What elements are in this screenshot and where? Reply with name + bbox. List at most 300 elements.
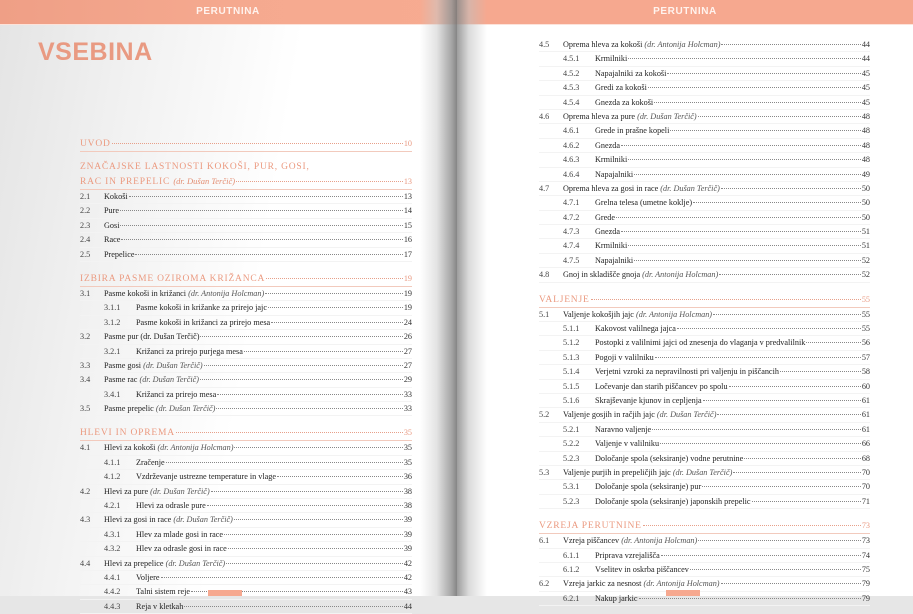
- toc-leader-dots: [200, 371, 403, 380]
- toc-entry-number: 4.7: [539, 183, 550, 193]
- toc-leader-dots: [729, 378, 861, 387]
- toc-author: (dr. Antonija Holcman): [642, 270, 719, 280]
- toc-leader-dots: [721, 575, 861, 584]
- toc-page-number: 73: [861, 521, 870, 531]
- toc-leader-dots: [655, 349, 861, 358]
- toc-entry-title: Vzdrževanje ustrezne temperature in vlage: [136, 472, 277, 482]
- toc-entry-title: Ločevanje dan starih piščancev po spolu: [595, 381, 728, 391]
- toc-page-number: 13: [403, 192, 412, 201]
- toc-leader-dots: [120, 217, 402, 226]
- toc-entry-number: 4.4.1: [104, 572, 121, 582]
- toc-entry-title: Pasme prepelic (dr. Dušan Terčič): [104, 404, 216, 414]
- toc-entry-number: 3.3: [80, 360, 91, 370]
- toc-leader-dots: [721, 180, 861, 189]
- toc-entry-number: 4.8: [539, 270, 550, 280]
- toc-leader-dots: [135, 246, 402, 255]
- toc-page-number: 58: [861, 367, 870, 377]
- toc-entry-title: Krmilniki: [595, 155, 628, 165]
- toc-leader-dots: [112, 135, 403, 144]
- toc-entry-title: Grede: [595, 212, 616, 222]
- toc-leader-dots: [652, 421, 861, 430]
- toc-chapter-title-line1: ZNAČAJSKE LASTNOSTI KOKOŠI, PUR, GOSI,: [80, 162, 310, 172]
- toc-leader-dots: [265, 285, 403, 294]
- right-page: [457, 0, 913, 603]
- toc-entry-number: 4.3.2: [104, 544, 121, 554]
- toc-entry-title: Valjenje purjih in prepeličjih jajc (dr. Dušan Terčič): [563, 467, 733, 477]
- toc-page-number: 42: [403, 558, 412, 568]
- toc-page-number: 35: [403, 457, 412, 467]
- toc-entry-number: 5.3.1: [563, 482, 580, 492]
- toc-entry-number: 6.1.2: [563, 564, 580, 574]
- toc-entry-title: Hlevi za pure (dr. Dušan Terčič): [104, 486, 210, 496]
- toc-leader-dots: [234, 439, 402, 448]
- toc-page-number: 55: [861, 294, 870, 304]
- toc-chapter-entry[interactable]: [80, 137, 412, 152]
- toc-page-number: 26: [403, 332, 412, 342]
- toc-leader-dots: [266, 270, 403, 279]
- toc-entry-title: Prepelice: [104, 249, 135, 259]
- toc-leader-dots: [204, 357, 403, 366]
- toc-entry-number: 3.5: [80, 404, 91, 414]
- toc-entry-number: 2.2: [80, 206, 91, 216]
- toc-entry-number: 4.5.1: [563, 54, 580, 64]
- toc-page-number: 70: [861, 467, 870, 477]
- toc-entry-title: Voljere: [136, 572, 160, 582]
- toc-entry-title: Krmilniki: [595, 241, 628, 251]
- toc-entry-number: 4.4.2: [104, 587, 121, 597]
- toc-entry-title: Kakovost valilnega jajca: [595, 324, 676, 334]
- toc-entry-title: Vselitev in oskrba piščancev: [595, 564, 689, 574]
- toc-entry-title: Napajalniki: [595, 255, 634, 265]
- toc-page-number: 66: [861, 439, 870, 449]
- toc-leader-dots: [224, 526, 403, 535]
- toc-page-number: 48: [861, 111, 870, 121]
- toc-entry-title: Naravno valjenje: [595, 424, 652, 434]
- toc-page-number: 33: [403, 389, 412, 399]
- toc-entry-number: 5.3: [539, 467, 550, 477]
- toc-entry-number: 2.5: [80, 249, 91, 259]
- toc-author: (dr. Antonija Holcman): [643, 579, 720, 589]
- toc-entry-title: Priprava vzrejališča: [595, 550, 660, 560]
- toc-leader-dots: [628, 50, 861, 59]
- toc-leader-dots: [744, 450, 861, 459]
- toc-page-number: 10: [403, 139, 412, 148]
- toc-author: (dr. Antonija Holcman): [636, 309, 713, 319]
- toc-entry-number: 3.1.1: [104, 303, 121, 313]
- toc-leader-dots: [670, 122, 860, 131]
- toc-entry-title: Hlevi za kokoši (dr. Antonija Holcman): [104, 443, 234, 453]
- toc-entry-number: 6.1.1: [563, 550, 580, 560]
- toc-author: (dr. Antonija Holcman): [188, 288, 265, 298]
- toc-entry-number: 4.5.2: [563, 68, 580, 78]
- toc-page-number: 60: [861, 381, 870, 391]
- toc-page-number: 38: [403, 501, 412, 511]
- toc-entry-number: 5.1.6: [563, 395, 580, 405]
- toc-entry-title: Postopki z valilnimi jajci od znesenja do vlaganja v predvalilnik: [595, 338, 806, 348]
- toc-leader-dots: [217, 386, 403, 395]
- toc-leader-dots: [733, 464, 860, 473]
- toc-entry-number: 2.3: [80, 220, 91, 230]
- toc-leader-dots: [693, 194, 861, 203]
- toc-entry-title: Hlev za odrasle gosi in race: [136, 544, 227, 554]
- toc-chapter-title: RAC IN PREPELIC (dr. Dušan Terčič): [80, 176, 236, 187]
- toc-page-number: 57: [861, 352, 870, 362]
- toc-page-number: 19: [403, 303, 412, 313]
- toc-entry-title: Valjenje kokošjih jajc (dr. Antonija Holcman): [563, 309, 713, 319]
- toc-entry-title: Gnezda: [595, 140, 621, 150]
- toc-entry-title: Grede in prašne kopeli: [595, 126, 670, 136]
- toc-page-number: 17: [403, 249, 412, 259]
- toc-leader-dots: [166, 454, 403, 463]
- toc-leader-dots: [268, 299, 403, 308]
- toc-entry-title: Oprema hleva za kokoši (dr. Antonija Holcman): [563, 40, 721, 49]
- toc-entry-title: Valjenje gosjih in račjih jajc (dr. Dušan Terčič): [563, 410, 717, 420]
- toc-author: (dr. Dušan Terčič): [143, 360, 203, 370]
- toc-leader-dots: [226, 555, 403, 564]
- toc-entry-title: Hlevi za gosi in race (dr. Dušan Terčič): [104, 515, 233, 525]
- toc-page-number: 49: [861, 169, 870, 179]
- toc-section-entry[interactable]: [80, 248, 412, 262]
- toc-page-number: 61: [861, 410, 870, 420]
- toc-entry-number: 4.6.4: [563, 169, 580, 179]
- toc-entry-title: Pasme kokoši in križanci (dr. Antonija Holcman): [104, 288, 265, 298]
- toc-chapter-entry[interactable]: [80, 162, 412, 190]
- toc-author: (dr. Dušan Terčič): [173, 515, 233, 525]
- toc-chapter-title: IZBIRA PASME OZIROMA KRIŽANCA: [80, 273, 266, 284]
- toc-leader-dots: [120, 202, 403, 211]
- toc-page-number: 44: [861, 40, 870, 49]
- toc-entry-title: Določanje spola (seksiranje) pur: [595, 482, 702, 492]
- toc-entry-number: 3.1.2: [104, 317, 121, 327]
- toc-leader-dots: [643, 517, 861, 526]
- toc-entry-number: 4.5: [539, 40, 550, 49]
- toc-page-number: 51: [861, 227, 870, 237]
- toc-leader-dots: [628, 237, 861, 246]
- toc-entry-number: 5.1.2: [563, 338, 580, 348]
- toc-page-number: 48: [861, 126, 870, 136]
- toc-leader-dots: [244, 343, 403, 352]
- toc-entry-number: 5.2.1: [563, 424, 580, 434]
- toc-leader-dots: [628, 151, 861, 160]
- toc-entry-number: 4.1: [80, 443, 91, 453]
- toc-entry-number: 4.6: [539, 111, 550, 121]
- toc-entry-title: Valjenje v valilniku: [595, 439, 660, 449]
- left-toc: [80, 127, 412, 614]
- toc-entry-number: 3.4: [80, 375, 91, 385]
- toc-page-number: 16: [403, 235, 412, 245]
- toc-section-entry[interactable]: [80, 402, 412, 416]
- toc-page-number: 73: [861, 536, 870, 546]
- toc-entry-title: Napajalniki: [595, 169, 634, 179]
- toc-entry-number: 4.7.4: [563, 241, 580, 251]
- toc-entry-title: Pogoji v valilniku: [595, 352, 654, 362]
- toc-entry-number: 4.5.4: [563, 97, 580, 107]
- toc-page-number: 35: [403, 428, 412, 438]
- toc-leader-dots: [713, 306, 861, 315]
- toc-leader-dots: [161, 569, 403, 578]
- toc-entry-number: 4.7.2: [563, 212, 580, 222]
- toc-page-number: 45: [861, 68, 870, 78]
- toc-entry-number: 2.4: [80, 235, 91, 245]
- toc-leader-dots: [721, 36, 860, 45]
- toc-entry-number: 5.2.2: [563, 439, 580, 449]
- toc-entry-number: 3.2.1: [104, 346, 121, 356]
- toc-entry-title: Krmilniki: [595, 54, 628, 64]
- toc-author: (dr. Antonija Holcman): [157, 443, 234, 453]
- toc-leader-dots: [654, 94, 861, 103]
- left-header-title: PERUTNINA: [196, 6, 260, 17]
- toc-leader-dots: [621, 223, 861, 232]
- toc-entry-title: Kokoši: [104, 192, 128, 201]
- toc-entry-number: 4.4: [80, 558, 91, 568]
- toc-author: (dr. Antonija Holcman): [621, 536, 698, 546]
- toc-page-number: 79: [861, 593, 870, 603]
- toc-page-number: 70: [861, 482, 870, 492]
- toc-entry-title: Vzreja piščancev (dr. Antonija Holcman): [563, 536, 698, 546]
- toc-entry-number: 4.3.1: [104, 529, 121, 539]
- toc-page-number: 19: [403, 288, 412, 298]
- toc-leader-dots: [200, 328, 402, 337]
- toc-leader-dots: [228, 540, 403, 549]
- toc-leader-dots: [702, 478, 861, 487]
- toc-entry-number: 4.7.1: [563, 198, 580, 208]
- left-page: [0, 0, 457, 611]
- toc-entry-number: 4.7.5: [563, 255, 580, 265]
- right-toc: [539, 38, 870, 606]
- toc-entry-title: Hlevi za odrasle pure: [136, 501, 206, 511]
- toc-leader-dots: [634, 252, 861, 261]
- toc-page-number: 36: [403, 472, 412, 482]
- toc-page-number: 35: [403, 443, 412, 453]
- toc-entry-title: Križanci za prirejo purjega mesa: [136, 346, 243, 356]
- toc-entry-title: Grelna telesa (umetne koklje): [595, 198, 693, 208]
- toc-entry-number: 4.6.2: [563, 140, 580, 150]
- toc-leader-dots: [703, 392, 861, 401]
- toc-page-number: 43: [403, 587, 412, 597]
- toc-entry-number: 5.1.4: [563, 367, 580, 377]
- toc-leader-dots: [277, 468, 403, 477]
- toc-entry-number: 4.6.3: [563, 155, 580, 165]
- toc-entry-number: 4.1.1: [104, 457, 121, 467]
- toc-entry-title: Pasme kokoši in križanke za prirejo jajc: [136, 303, 267, 313]
- toc-entry-title: Gosi: [104, 220, 120, 230]
- toc-entry-title: Pasme pur (dr. Dušan Terčič): [104, 332, 200, 342]
- toc-leader-dots: [806, 334, 860, 343]
- toc-entry-number: 4.2.1: [104, 501, 121, 511]
- toc-page-number: 48: [861, 155, 870, 165]
- toc-entry-title: Hlev za mlade gosi in race: [136, 529, 224, 539]
- toc-entry-number: 5.2.3: [563, 453, 580, 463]
- toc-entry-title: Pure: [104, 206, 120, 216]
- toc-author: (dr. Dušan Terčič): [139, 375, 199, 385]
- toc-leader-dots: [780, 363, 861, 372]
- toc-entry-title: Križanci za prirejo mesa: [136, 389, 217, 399]
- toc-entry-title: Gredi za kokoši: [595, 83, 647, 93]
- toc-page-number: 56: [861, 338, 870, 348]
- toc-page-number: 61: [861, 395, 870, 405]
- toc-entry-title: Določanje spola (seksiranje) vodne perutnine: [595, 453, 744, 463]
- toc-leader-dots: [591, 291, 861, 300]
- toc-leader-dots: [648, 79, 861, 88]
- toc-page-number: 68: [861, 453, 870, 463]
- toc-author: (dr. Dušan Terčič): [660, 183, 720, 193]
- toc-page-number: 42: [403, 572, 412, 582]
- toc-page-number: 52: [861, 255, 870, 265]
- toc-leader-dots: [677, 320, 861, 329]
- toc-page-number: 61: [861, 424, 870, 434]
- toc-leader-dots: [184, 598, 403, 607]
- toc-page-number: 29: [403, 375, 412, 385]
- toc-entry-title: Zračenje: [136, 457, 165, 467]
- toc-leader-dots: [698, 108, 861, 117]
- toc-entry-number: 4.5.3: [563, 83, 580, 93]
- toc-entry-number: 3.1: [80, 288, 91, 298]
- toc-entry-title: Hlevi za prepelice (dr. Dušan Terčič): [104, 558, 226, 568]
- right-header-bar: [457, 0, 913, 25]
- toc-entry-title: Talni sistem reje: [136, 587, 190, 597]
- right-page-number-tab: [666, 590, 700, 596]
- toc-page-number: 45: [861, 97, 870, 107]
- toc-entry-number: 5.1: [539, 309, 550, 319]
- toc-entry-number: 5.1.1: [563, 324, 580, 334]
- toc-subsection-entry[interactable]: [80, 600, 412, 614]
- toc-leader-dots: [216, 400, 402, 409]
- toc-page-number: 45: [861, 83, 870, 93]
- toc-entry-title: Nakup jarkic: [595, 593, 638, 603]
- toc-entry-title: Gnezda za kokoši: [595, 97, 654, 107]
- toc-chapter-title: VZREJA PERUTNINE: [539, 521, 642, 532]
- toc-author: (dr. Dušan Terčič): [150, 486, 210, 496]
- toc-page-number: 19: [403, 273, 412, 283]
- toc-page-number: 15: [403, 220, 412, 230]
- toc-leader-dots: [719, 266, 861, 275]
- toc-page-number: 52: [861, 270, 870, 280]
- toc-entry-number: 5.1.5: [563, 381, 580, 391]
- toc-entry-title: Race: [104, 235, 121, 245]
- toc-page-number: 51: [861, 241, 870, 251]
- toc-entry-number: 3.2: [80, 332, 91, 342]
- left-header-bar: [0, 0, 457, 25]
- toc-page-number: 39: [403, 515, 412, 525]
- toc-leader-dots: [690, 561, 861, 570]
- toc-leader-dots: [717, 406, 860, 415]
- toc-entry-number: 5.2.3: [563, 496, 580, 506]
- toc-entry-number: 4.6.1: [563, 126, 580, 136]
- toc-leader-dots: [211, 483, 403, 492]
- toc-page-number: 44: [861, 54, 870, 64]
- page-title: VSEBINA: [38, 38, 153, 66]
- toc-author: (dr. Dušan Terčič): [173, 176, 236, 186]
- toc-subsection-entry[interactable]: [539, 592, 870, 606]
- toc-leader-dots: [236, 173, 403, 182]
- toc-page-number: 50: [861, 183, 870, 193]
- toc-page-number: 24: [403, 317, 412, 327]
- toc-leader-dots: [234, 511, 403, 520]
- toc-author: (dr. Dušan Terčič): [672, 467, 733, 477]
- toc-entry-title: Gnoj in skladišče gnoja (dr. Antonija Holcman): [563, 270, 719, 280]
- toc-leader-dots: [621, 137, 861, 146]
- toc-author: (dr. Dušan Terčič): [165, 558, 226, 568]
- toc-entry-title: Pasme rac (dr. Dušan Terčič): [104, 375, 199, 385]
- toc-leader-dots: [667, 65, 860, 74]
- toc-entry-number: 4.3: [80, 515, 91, 525]
- toc-page-number: 50: [861, 212, 870, 222]
- toc-author: (dr. Dušan Terčič): [656, 410, 717, 420]
- toc-page-number: 39: [403, 544, 412, 554]
- toc-leader-dots: [660, 435, 861, 444]
- toc-entry-number: 3.4.1: [104, 389, 121, 399]
- toc-entry-number: 4.7.3: [563, 227, 580, 237]
- toc-entry-number: 2.1: [80, 192, 91, 201]
- toc-entry-number: 4.1.2: [104, 472, 121, 482]
- toc-page-number: 74: [861, 550, 870, 560]
- toc-entry-title: Oprema hleva za pure (dr. Dušan Terčič): [563, 111, 697, 121]
- toc-chapter-title: VALJENJE: [539, 294, 590, 305]
- toc-leader-dots: [129, 188, 403, 197]
- toc-page-number: 27: [403, 346, 412, 356]
- toc-section-entry[interactable]: [539, 268, 870, 282]
- toc-page-number: 50: [861, 198, 870, 208]
- toc-leader-dots: [661, 547, 861, 556]
- toc-entry-number: 6.2: [539, 579, 550, 589]
- toc-entry-number: 6.2.1: [563, 593, 580, 603]
- toc-page-number: 27: [403, 360, 412, 370]
- toc-page-number: 14: [403, 206, 412, 216]
- toc-leader-dots: [207, 497, 403, 506]
- toc-leader-dots: [271, 314, 403, 323]
- toc-entry-title: Gnezda: [595, 227, 621, 237]
- toc-leader-dots: [176, 424, 403, 433]
- toc-author: (dr. Dušan Terčič): [155, 404, 216, 414]
- toc-author: (dr. Antonija Holcman): [644, 40, 721, 49]
- toc-leader-dots: [634, 166, 861, 175]
- toc-entry-number: 4.2: [80, 486, 91, 496]
- toc-page-number: 38: [403, 486, 412, 496]
- toc-author: (dr. Dušan Terčič): [637, 111, 697, 121]
- toc-leader-dots: [698, 532, 861, 541]
- toc-page-number: 55: [861, 324, 870, 334]
- toc-leader-dots: [616, 209, 861, 218]
- toc-page-number: 33: [403, 404, 412, 414]
- toc-page-number: 55: [861, 309, 870, 319]
- toc-chapter-title: HLEVI IN OPREMA: [80, 428, 175, 439]
- toc-page-number: 13: [403, 177, 412, 186]
- left-page-number-tab: [208, 590, 242, 596]
- toc-page-number: 44: [403, 601, 412, 611]
- toc-entry-title: Pasme gosi (dr. Dušan Terčič): [104, 360, 203, 370]
- toc-entry-title: Skrajševanje kjunov in cepljenja: [595, 395, 702, 405]
- toc-entry-number: 4.4.3: [104, 601, 121, 611]
- toc-entry-title: Oprema hleva za gosi in race (dr. Dušan Terčič): [563, 183, 720, 193]
- toc-page-number: 48: [861, 140, 870, 150]
- toc-page-number: 71: [861, 496, 870, 506]
- toc-entry-number: 5.1.3: [563, 352, 580, 362]
- toc-leader-dots: [752, 493, 861, 502]
- toc-page-number: 39: [403, 529, 412, 539]
- toc-entry-number: 6.1: [539, 536, 550, 546]
- toc-entry-number: 5.2: [539, 410, 550, 420]
- toc-page-number: 79: [861, 579, 870, 589]
- toc-leader-dots: [121, 231, 402, 240]
- right-header-title: PERUTNINA: [653, 6, 717, 17]
- toc-entry-title: Določanje spola (seksiranje) japonskih prepelic: [595, 496, 751, 506]
- toc-chapter-title: UVOD: [80, 139, 111, 149]
- toc-entry-title: Napajalniki za kokoši: [595, 68, 667, 78]
- toc-entry-title: Reja v kletkah: [136, 601, 184, 611]
- toc-page-number: 75: [861, 564, 870, 574]
- toc-subsection-entry[interactable]: [539, 495, 870, 509]
- toc-entry-title: Pasme kokoši in križanci za prirejo mesa: [136, 317, 271, 327]
